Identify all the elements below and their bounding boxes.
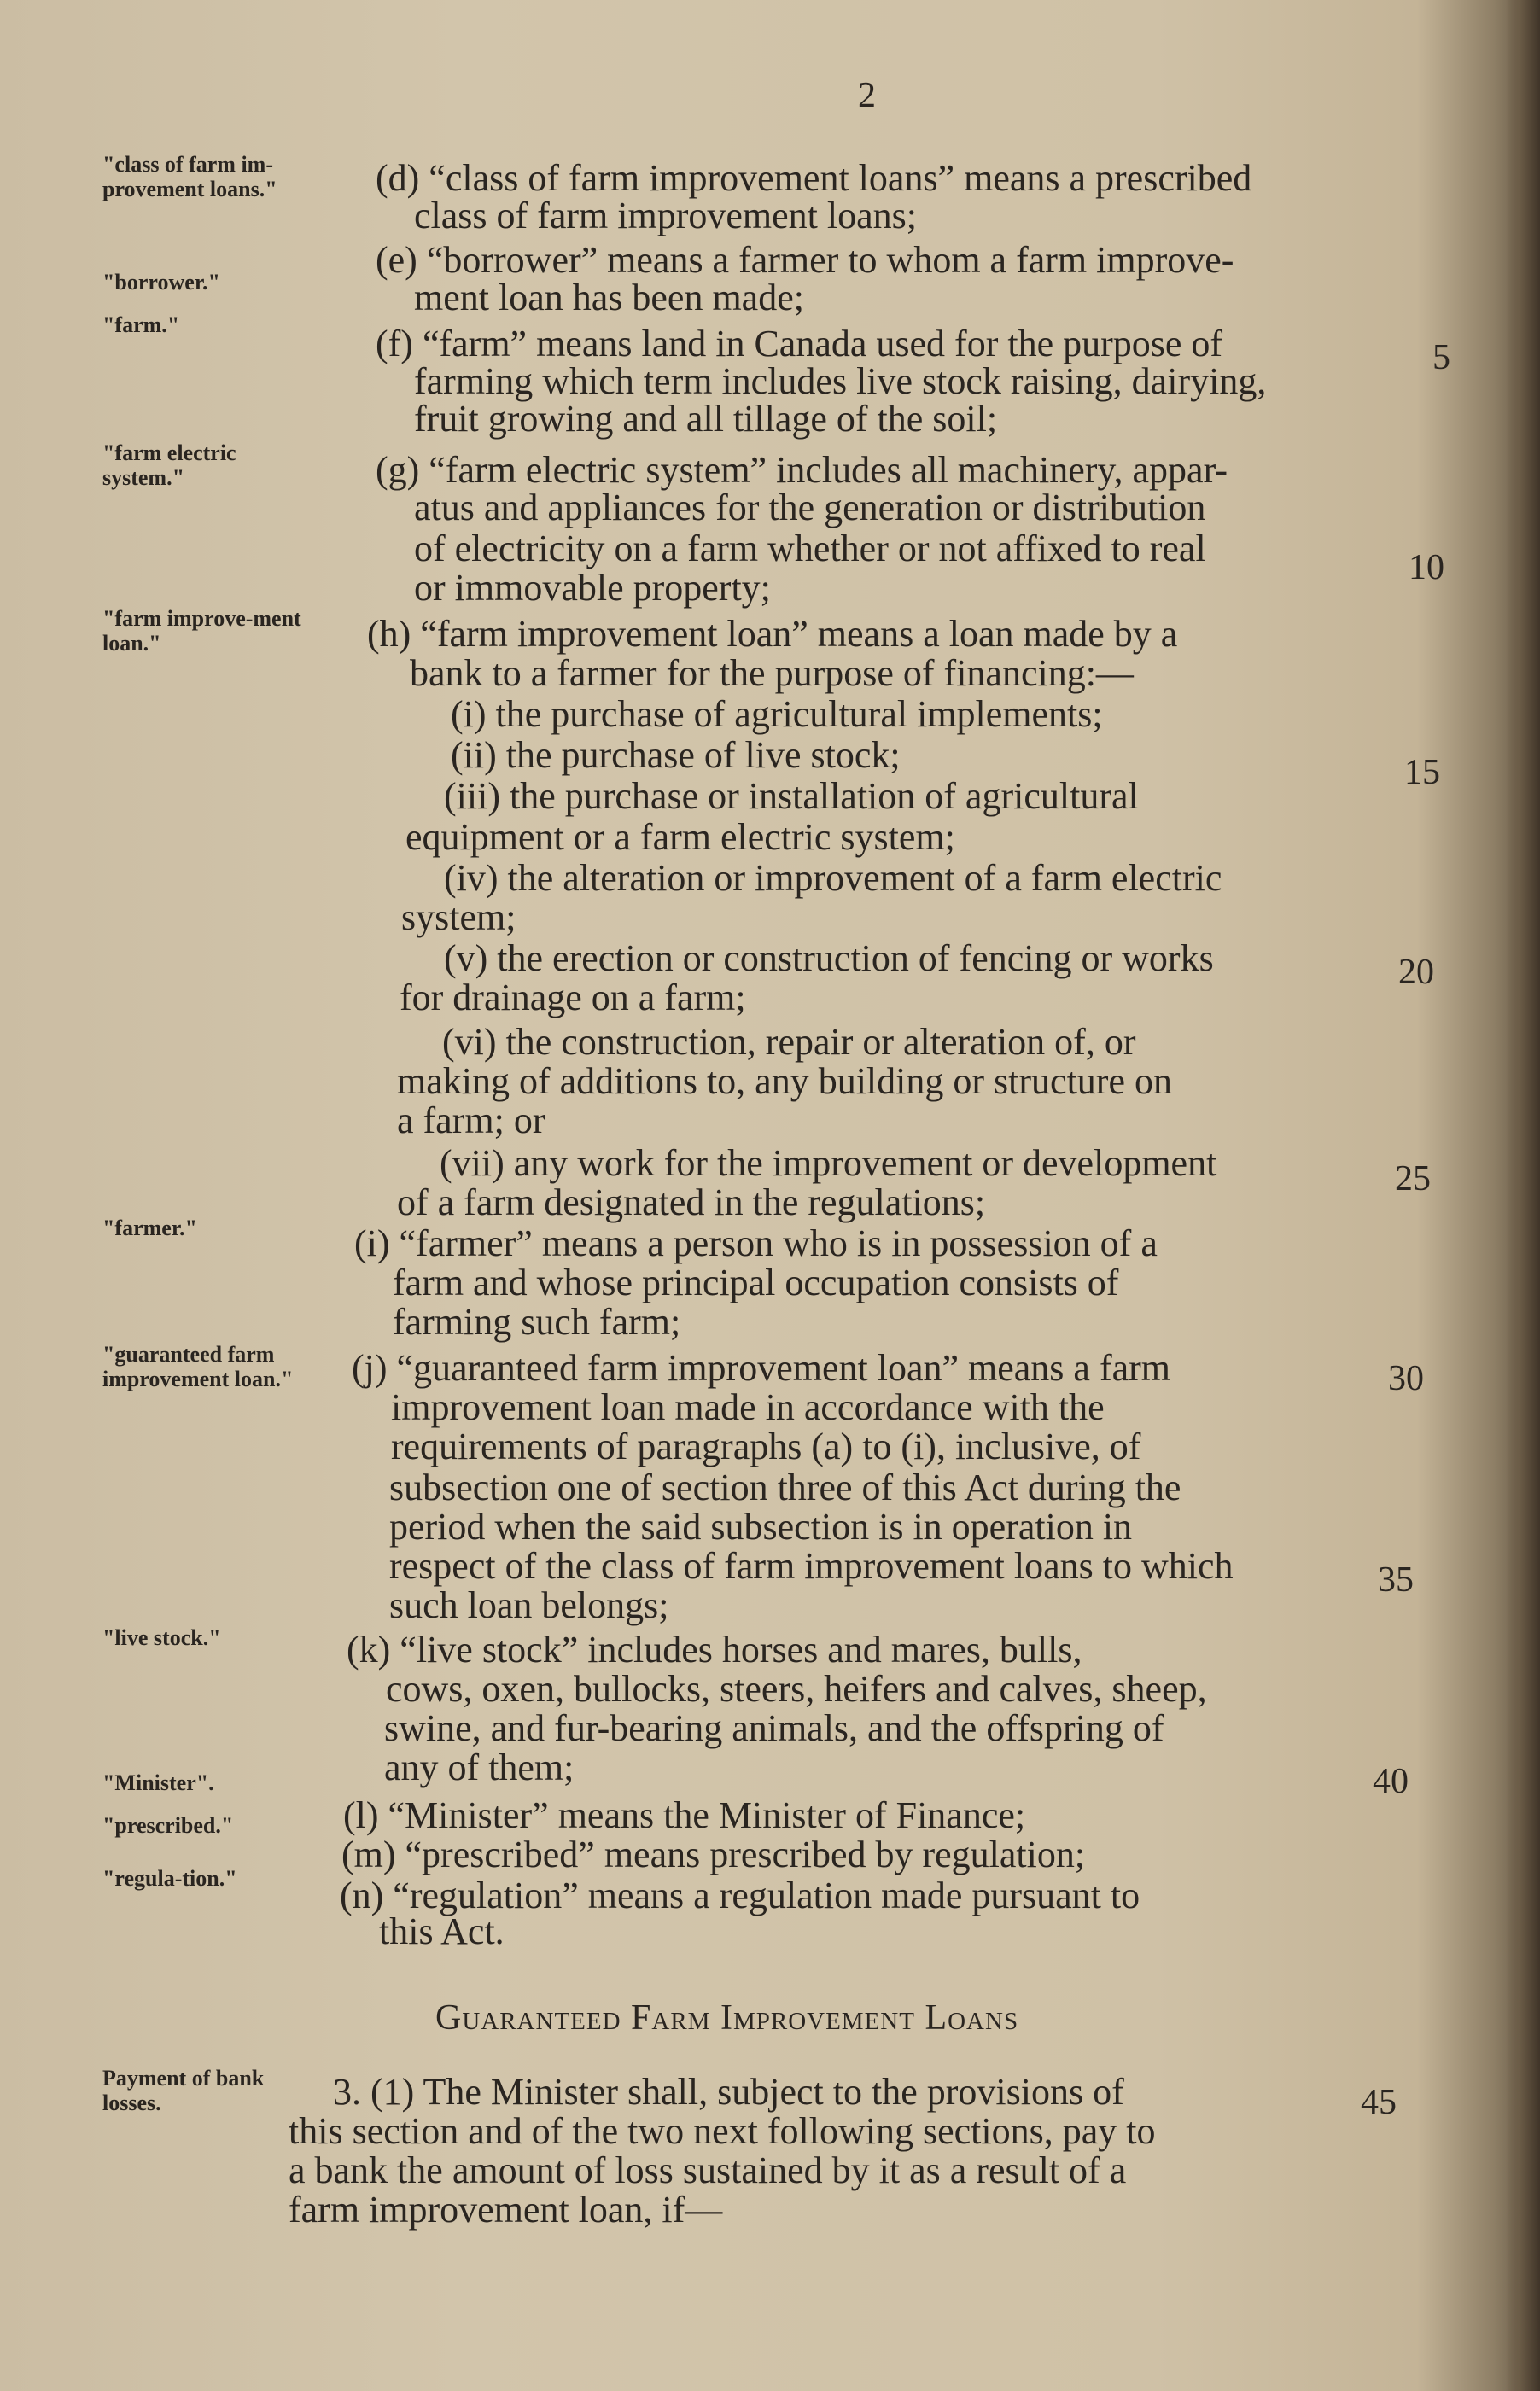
text-line: cows, oxen, bullocks, steers, heifers and calves, sheep,	[386, 1668, 1207, 1710]
line-number: 5	[1432, 338, 1450, 377]
text-line: (h) “farm improvement loan” means a loan made by a	[367, 613, 1178, 655]
text-line: subsection one of section three of this Act during the	[389, 1467, 1181, 1508]
text-line: respect of the class of farm improvement loans to which	[389, 1545, 1234, 1587]
margin-note: "live stock."	[102, 1625, 221, 1650]
text-line: (iv) the alteration or improvement of a farm electric	[444, 857, 1222, 899]
text-line: any of them;	[384, 1747, 575, 1788]
text-line: improvement loan made in accordance with the	[391, 1386, 1105, 1428]
margin-note: "farm."	[102, 312, 180, 337]
line-number: 20	[1398, 953, 1434, 992]
text-line: swine, and fur-bearing animals, and the offspring of	[384, 1707, 1164, 1749]
line-number: 10	[1409, 548, 1444, 587]
margin-note: "farmer."	[102, 1216, 197, 1240]
text-line: fruit growing and all tillage of the soil;	[414, 398, 998, 440]
text-line: equipment or a farm electric system;	[405, 816, 955, 858]
section-heading: Guaranteed Farm Improvement Loans	[435, 1998, 1019, 2038]
line-number: 25	[1395, 1159, 1431, 1198]
line-number: 30	[1388, 1359, 1424, 1398]
page-binding-edge	[1506, 0, 1540, 2391]
text-line: for drainage on a farm;	[400, 977, 746, 1018]
line-number: 45	[1361, 2083, 1397, 2122]
margin-note: "class of farm im-provement loans."	[102, 152, 277, 201]
margin-note: "regula-tion."	[102, 1866, 237, 1891]
text-line: (k) “live stock” includes horses and mares, bulls,	[347, 1629, 1082, 1671]
text-line: of electricity on a farm whether or not affixed to real	[414, 528, 1206, 569]
text-line: class of farm improvement loans;	[414, 195, 917, 236]
text-line: ment loan has been made;	[414, 277, 804, 318]
margin-note: "Minister".	[102, 1770, 214, 1795]
line-number: 35	[1378, 1560, 1414, 1600]
text-line: a farm; or	[397, 1099, 545, 1141]
text-line: system;	[401, 896, 516, 938]
text-line: farm and whose principal occupation consists of	[393, 1262, 1119, 1303]
margin-note: "guaranteed farm improvement loan."	[102, 1342, 294, 1391]
text-line: farm improvement loan, if—	[289, 2189, 723, 2231]
text-line: a bank the amount of loss sustained by it as a result of a	[289, 2149, 1127, 2191]
line-number: 15	[1404, 753, 1440, 792]
text-line: bank to a farmer for the purpose of financing:—	[410, 652, 1134, 694]
text-line: (vi) the construction, repair or alteration of, or	[442, 1021, 1136, 1063]
text-line: (f) “farm” means land in Canada used for the purpose of	[376, 323, 1223, 364]
text-line: requirements of paragraphs (a) to (i), inclusive, of	[391, 1426, 1141, 1467]
text-line: (l) “Minister” means the Minister of Finance;	[343, 1794, 1026, 1836]
margin-note: Payment of bank losses.	[102, 2066, 265, 2115]
text-line: or immovable property;	[414, 567, 771, 609]
line-number: 40	[1373, 1762, 1409, 1801]
text-line: of a farm designated in the regulations;	[397, 1181, 986, 1223]
text-line: (g) “farm electric system” includes all machinery, appar-	[376, 449, 1228, 491]
text-line: 3. (1) The Minister shall, subject to the provisions of	[333, 2071, 1124, 2113]
text-line: (e) “borrower” means a farmer to whom a farm improve-	[376, 239, 1234, 281]
text-line: making of additions to, any building or structure on	[397, 1060, 1172, 1102]
margin-note: "prescribed."	[102, 1813, 234, 1838]
text-line: (v) the erection or construction of fencing or works	[444, 937, 1214, 979]
text-line: (ii) the purchase of live stock;	[451, 734, 901, 776]
margin-note: "farm electric system."	[102, 440, 236, 490]
page-number: 2	[858, 76, 876, 115]
text-line: (j) “guaranteed farm improvement loan” means a farm	[352, 1347, 1170, 1389]
text-line: (m) “prescribed” means prescribed by regulation;	[341, 1834, 1086, 1875]
text-line: this Act.	[379, 1910, 505, 1952]
text-line: (vii) any work for the improvement or development	[440, 1142, 1217, 1184]
text-line: (i) “farmer” means a person who is in possession of a	[354, 1222, 1158, 1264]
margin-note: "farm improve-ment loan."	[102, 606, 301, 656]
text-line: (iii) the purchase or installation of agricultural	[444, 775, 1139, 817]
text-line: farming which term includes live stock raising, dairying,	[414, 360, 1267, 402]
text-line: such loan belongs;	[389, 1584, 669, 1626]
margin-note: "borrower."	[102, 270, 220, 295]
text-line: (d) “class of farm improvement loans” means a prescribed	[376, 157, 1252, 199]
text-line: (n) “regulation” means a regulation made pursuant to	[340, 1875, 1140, 1916]
text-line: this section and of the two next following sections, pay to	[289, 2110, 1156, 2152]
text-line: (i) the purchase of agricultural implements;	[451, 693, 1103, 735]
text-line: farming such farm;	[393, 1301, 681, 1343]
text-line: atus and appliances for the generation or distribution	[414, 487, 1206, 528]
text-line: period when the said subsection is in operation in	[389, 1506, 1133, 1548]
